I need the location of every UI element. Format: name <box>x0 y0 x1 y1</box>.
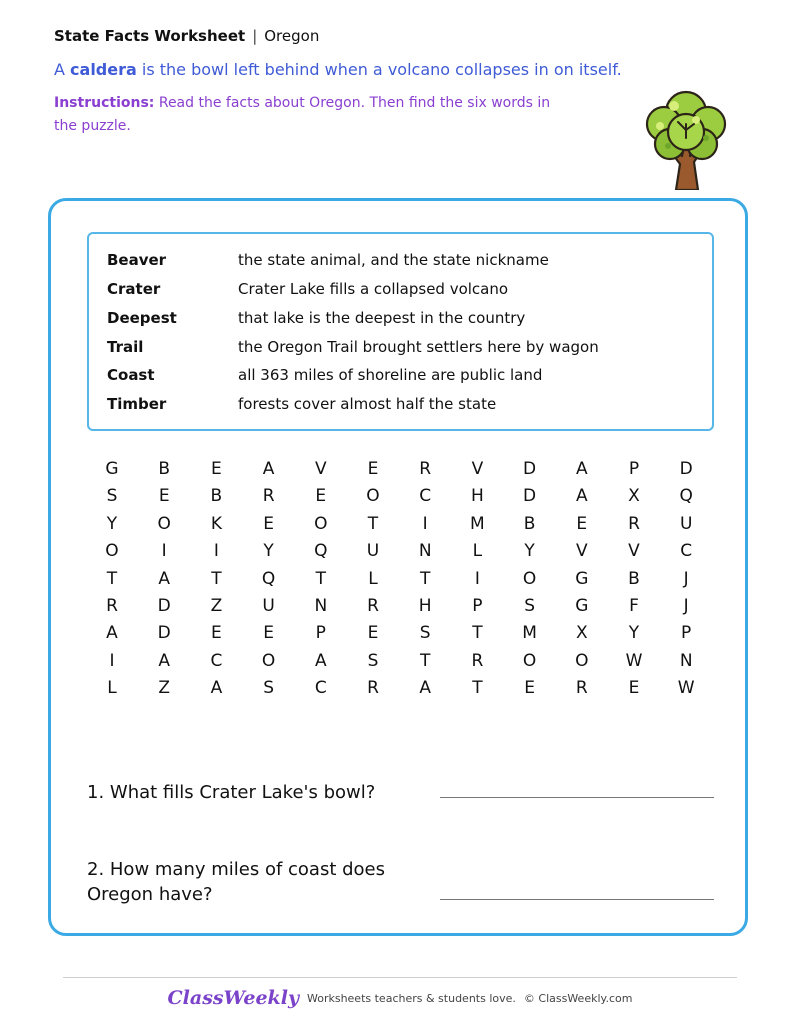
clue-word: Trail <box>107 338 144 356</box>
grid-letter[interactable]: D <box>679 459 693 479</box>
grid-letter[interactable]: B <box>523 513 536 534</box>
grid-letter[interactable]: W <box>625 650 643 671</box>
grid-letter[interactable]: R <box>106 596 118 616</box>
grid-letter[interactable]: O <box>575 650 589 671</box>
clue-word: Coast <box>107 366 155 384</box>
answer-line-2[interactable] <box>440 899 714 900</box>
grid-letter[interactable]: E <box>367 459 379 479</box>
grid-letter[interactable]: S <box>106 486 118 507</box>
grid-letter[interactable]: E <box>211 459 222 479</box>
grid-letter[interactable]: O <box>105 541 119 562</box>
grid-letter[interactable]: D <box>157 596 171 616</box>
tree-icon <box>636 86 736 190</box>
grid-letter[interactable]: F <box>629 596 639 616</box>
grid-letter[interactable]: A <box>158 650 170 671</box>
brand-logo: ClassWeekly <box>167 987 299 1009</box>
grid-letter[interactable]: T <box>419 568 431 589</box>
footer-copyright: © ClassWeekly.com <box>523 991 633 1005</box>
grid-letter[interactable]: P <box>681 623 692 644</box>
grid-letter[interactable]: V <box>628 541 640 562</box>
grid-letter[interactable]: T <box>315 568 326 589</box>
grid-letter[interactable]: G <box>575 568 589 589</box>
definition-term: caldera <box>70 60 137 79</box>
grid-letter[interactable]: R <box>471 650 484 671</box>
grid-letter[interactable]: E <box>367 623 379 644</box>
grid-letter[interactable]: A <box>210 678 223 699</box>
grid-letter[interactable]: E <box>315 486 327 507</box>
grid-letter[interactable]: I <box>161 541 167 562</box>
grid-letter[interactable]: J <box>683 568 689 589</box>
grid-letter[interactable]: D <box>523 486 537 507</box>
grid-letter[interactable]: A <box>106 623 118 644</box>
grid-letter[interactable]: L <box>368 568 378 589</box>
grid-letter[interactable]: V <box>471 459 484 479</box>
grid-letter[interactable]: A <box>314 650 327 671</box>
grid-letter[interactable]: Q <box>314 541 328 562</box>
grid-letter[interactable]: R <box>367 596 379 616</box>
clue-word: Timber <box>107 395 167 413</box>
instructions <box>54 92 564 138</box>
grid-letter[interactable]: I <box>109 650 115 671</box>
grid-letter[interactable]: Q <box>261 568 276 589</box>
grid-letter[interactable]: O <box>314 513 328 534</box>
grid-letter[interactable]: S <box>263 678 274 699</box>
grid-letter[interactable]: E <box>263 513 274 534</box>
grid-letter[interactable]: E <box>211 623 222 644</box>
grid-letter[interactable]: T <box>211 568 222 589</box>
grid-letter[interactable]: E <box>263 623 274 644</box>
grid-letter[interactable]: V <box>314 459 327 479</box>
grid-letter[interactable]: I <box>213 541 219 562</box>
clue-word: Beaver <box>107 251 167 269</box>
clue-fact: all 363 miles of shoreline are public land <box>238 366 543 384</box>
word-search-grid <box>86 456 711 704</box>
grid-letter[interactable]: C <box>680 541 693 562</box>
grid-letter[interactable]: C <box>419 486 432 507</box>
grid-letter[interactable]: M <box>522 623 537 644</box>
grid-letter[interactable]: P <box>472 596 483 616</box>
question-1 <box>87 780 375 805</box>
question-1-text: 1. What fills Crater Lake's bowl? <box>87 782 376 803</box>
grid-letter[interactable]: N <box>679 650 693 671</box>
state-name: Oregon <box>264 27 320 45</box>
grid-letter[interactable]: E <box>628 678 640 699</box>
grid-letter[interactable]: Y <box>106 513 118 534</box>
grid-letter[interactable]: A <box>158 568 170 589</box>
footer <box>0 987 800 1015</box>
clue-word: Deepest <box>107 309 177 327</box>
grid-letter[interactable]: T <box>367 513 379 534</box>
answer-line-1[interactable] <box>440 797 714 798</box>
footer-divider <box>63 977 737 978</box>
grid-letter[interactable]: H <box>418 596 432 616</box>
grid-letter[interactable]: Y <box>524 541 535 562</box>
grid-letter[interactable]: L <box>107 678 117 699</box>
grid-letter[interactable]: R <box>262 486 275 507</box>
grid-letter[interactable]: O <box>522 650 537 671</box>
grid-letter[interactable]: Z <box>158 678 171 699</box>
grid-letter[interactable]: R <box>575 678 588 699</box>
clue-box <box>87 232 714 431</box>
instructions-label: Instructions: <box>54 95 155 111</box>
grid-letter[interactable]: A <box>419 678 431 699</box>
grid-letter[interactable]: M <box>470 513 485 534</box>
question-2-line-2: Oregon have? <box>87 884 213 905</box>
grid-letter[interactable]: T <box>472 623 483 644</box>
grid-letter[interactable]: N <box>314 596 328 616</box>
grid-letter[interactable]: B <box>158 459 171 479</box>
question-2 <box>87 857 385 907</box>
grid-letter[interactable]: G <box>575 596 589 616</box>
grid-letter[interactable]: D <box>523 459 537 479</box>
grid-letter[interactable]: R <box>628 513 640 534</box>
grid-letter[interactable]: E <box>576 513 588 534</box>
grid-letter[interactable]: V <box>575 541 588 562</box>
grid-letter[interactable]: J <box>683 596 689 616</box>
grid-letter[interactable]: O <box>261 650 276 671</box>
grid-letter[interactable]: T <box>106 568 118 589</box>
grid-letter[interactable]: S <box>524 596 535 616</box>
grid-letter[interactable]: U <box>366 541 380 562</box>
grid-letter[interactable]: O <box>366 486 380 507</box>
grid-letter[interactable]: G <box>105 459 119 479</box>
grid-letter[interactable]: O <box>157 513 171 534</box>
grid-letter[interactable]: I <box>422 513 428 534</box>
grid-letter[interactable]: S <box>367 650 379 671</box>
grid-letter[interactable]: W <box>677 678 695 699</box>
grid-letter[interactable]: P <box>315 623 326 644</box>
definition-pre: A <box>54 60 71 79</box>
caldera-definition <box>54 59 622 81</box>
grid-letter[interactable]: E <box>158 486 170 507</box>
grid-letter[interactable]: P <box>628 459 640 479</box>
grid-letter[interactable]: E <box>524 678 535 699</box>
title-separator: | <box>252 27 258 45</box>
clue-fact: Crater Lake fills a collapsed volcano <box>238 280 509 298</box>
clue-fact: forests cover almost half the state <box>238 395 497 413</box>
instructions-text: Read the facts about Oregon. Then find the six words in the puzzle. <box>54 95 551 134</box>
clue-word: Crater <box>107 280 161 298</box>
grid-letter[interactable]: C <box>210 650 223 671</box>
clue-fact: that lake is the deepest in the country <box>238 309 526 327</box>
grid-letter[interactable]: D <box>157 623 171 644</box>
clue-fact: the Oregon Trail brought settlers here by wagon <box>238 338 599 356</box>
grid-letter[interactable]: O <box>522 568 537 589</box>
grid-letter[interactable]: X <box>575 623 588 644</box>
grid-letter[interactable]: R <box>367 678 379 699</box>
grid-letter[interactable]: I <box>474 568 480 589</box>
grid-letter[interactable]: Q <box>679 486 693 507</box>
grid-letter[interactable]: C <box>314 678 327 699</box>
grid-letter[interactable]: S <box>419 623 431 644</box>
clue-fact: the state animal, and the state nickname <box>238 251 549 269</box>
grid-letter[interactable]: U <box>262 596 275 616</box>
grid-letter[interactable]: R <box>419 459 432 479</box>
grid-letter[interactable]: X <box>628 486 640 507</box>
question-2-line-1: 2. How many miles of coast does <box>87 859 386 880</box>
worksheet-title: State Facts Worksheet <box>54 27 246 45</box>
grid-letter[interactable]: U <box>679 513 693 534</box>
grid-letter[interactable]: N <box>418 541 432 562</box>
grid-letter[interactable]: L <box>472 541 483 562</box>
grid-letter[interactable]: T <box>472 678 483 699</box>
grid-letter[interactable]: B <box>628 568 640 589</box>
page-title <box>54 26 319 46</box>
footer-tagline: Worksheets teachers & students love. <box>306 991 516 1005</box>
definition-post: is the bowl left behind when a volcano collapses in on itself. <box>136 60 622 79</box>
grid-letter[interactable]: A <box>262 459 275 479</box>
grid-letter[interactable]: B <box>210 486 223 507</box>
grid-letter[interactable]: A <box>575 459 588 479</box>
grid-letter[interactable]: Y <box>628 623 640 644</box>
grid-letter[interactable]: A <box>575 486 588 507</box>
grid-letter[interactable]: Y <box>263 541 274 562</box>
grid-letter[interactable]: K <box>210 513 222 534</box>
grid-letter[interactable]: H <box>470 486 484 507</box>
grid-letter[interactable]: Z <box>210 596 223 616</box>
grid-letter[interactable]: T <box>419 650 431 671</box>
